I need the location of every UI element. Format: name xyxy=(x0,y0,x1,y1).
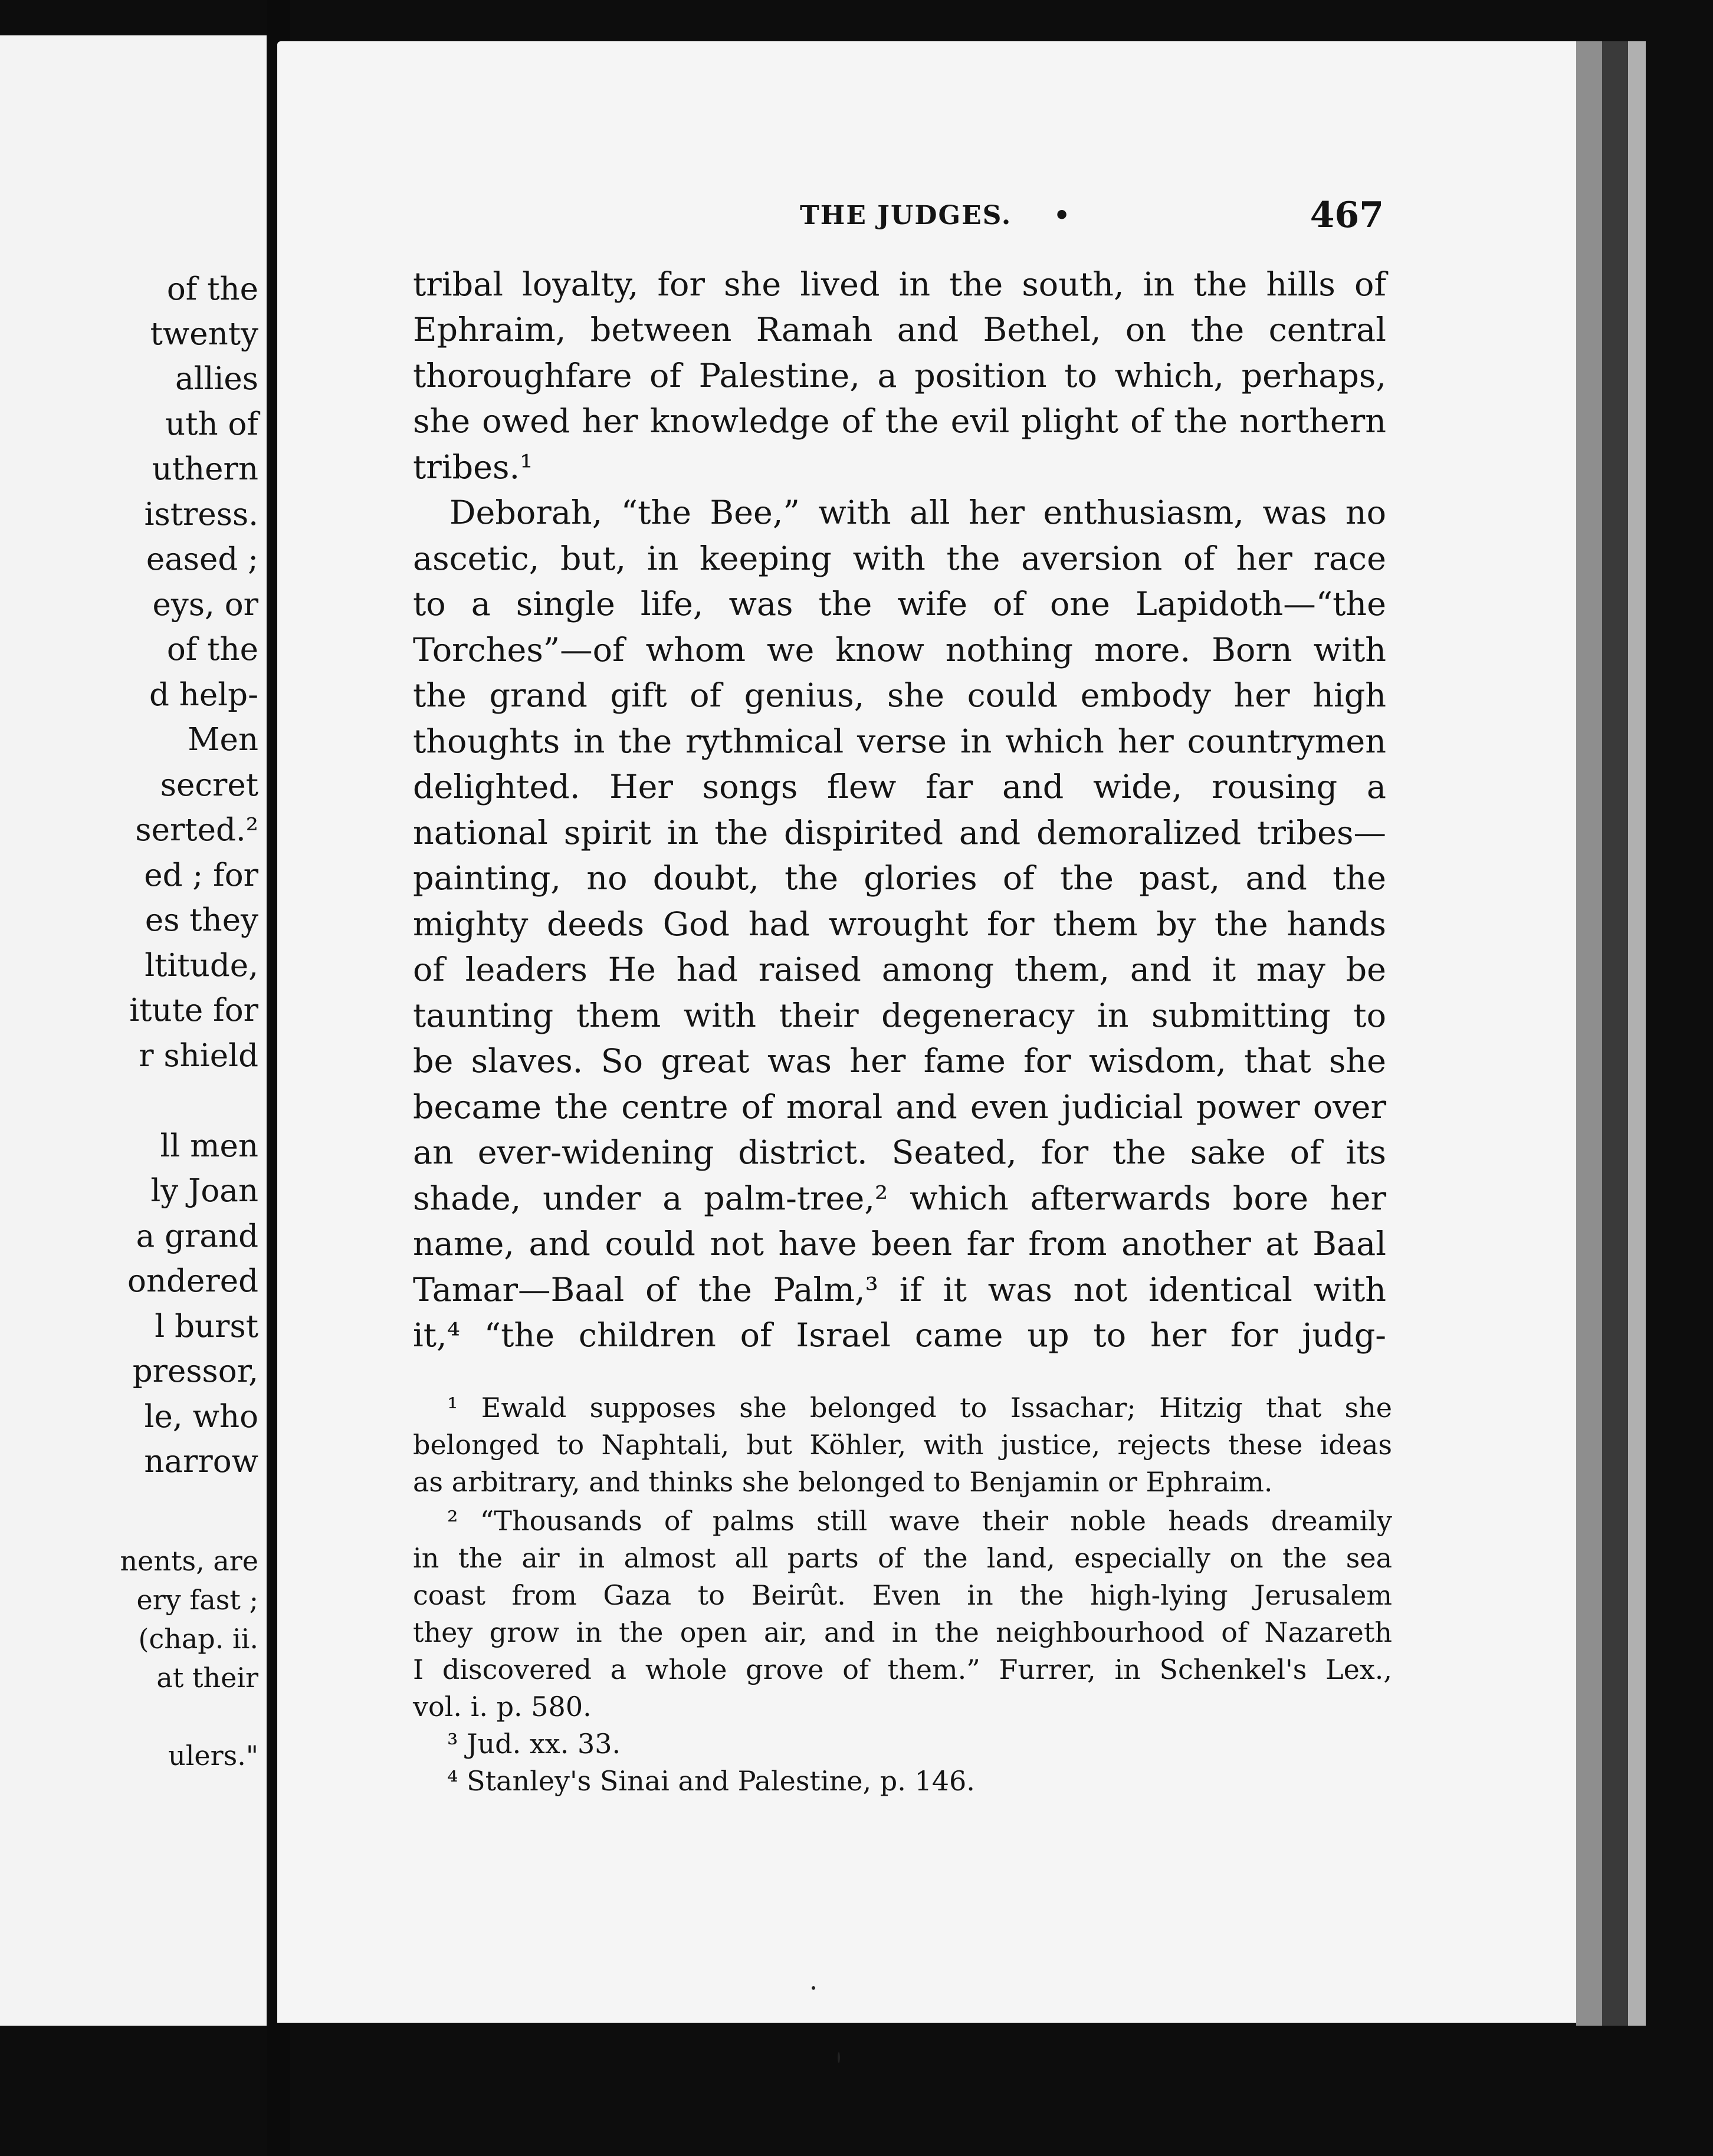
body-line: tribes.¹ xyxy=(413,448,533,487)
page-edge xyxy=(1576,41,1602,2026)
left-page-line: narrow xyxy=(144,1444,258,1480)
footnote-line: as arbitrary, and thinks she belonged to Benjamin or Ephraim. xyxy=(413,1466,1273,1498)
body-line: ascetic, but, in keeping with the aversion of her race xyxy=(413,540,1386,578)
footnote-line: I discovered a whole grove of them.” Furrer, in Schenkel's Lex., xyxy=(413,1654,1392,1685)
footnote-line: ² “Thousands of palms still wave their noble heads dreamily xyxy=(447,1505,1392,1537)
page-edge xyxy=(1602,41,1628,2026)
body-line: Deborah, “the Bee,” with all her enthusiasm, was no xyxy=(449,494,1386,532)
body-line: be slaves. So great was her fame for wisdom, that she xyxy=(413,1042,1386,1080)
left-page-line: itute for xyxy=(129,992,258,1028)
page-number: 467 xyxy=(1310,195,1384,236)
left-page-footnote-line: (chap. ii. xyxy=(138,1623,258,1655)
header-dot: • xyxy=(1054,201,1071,231)
left-page-line: es they xyxy=(145,902,258,938)
left-page-line: uth of xyxy=(165,406,258,442)
body-line: national spirit in the dispirited and demoralized tribes— xyxy=(413,814,1386,852)
left-page-line: twenty xyxy=(150,316,258,352)
body-line: became the centre of moral and even judicial power over xyxy=(413,1088,1386,1126)
footnote-line: they grow in the open air, and in the neighbourhood of Nazareth xyxy=(413,1616,1392,1648)
scan-speck xyxy=(838,2052,840,2063)
body-line: mighty deeds God had wrought for them by the hands xyxy=(413,905,1386,944)
left-page-line: ll men xyxy=(160,1128,258,1164)
left-page-line: of the xyxy=(166,632,258,668)
footnote-line: coast from Gaza to Beirût. Even in the high-lying Jerusalem xyxy=(413,1579,1392,1611)
body-line: it,⁴ “the children of Israel came up to her for judg- xyxy=(413,1316,1386,1355)
body-line: Torches”—of whom we know nothing more. Born with xyxy=(413,631,1386,669)
left-page-line: r shield xyxy=(139,1038,258,1074)
left-page-line: pressor, xyxy=(132,1353,258,1389)
footnote-line: in the air in almost all parts of the land, especially on the sea xyxy=(413,1542,1392,1574)
left-page-line: ondered xyxy=(127,1263,258,1299)
body-line: of leaders He had raised among them, and it may be xyxy=(413,951,1386,989)
left-page-line: serted.² xyxy=(135,812,258,848)
body-line: delighted. Her songs flew far and wide, rousing a xyxy=(413,768,1386,806)
left-page-line: le, who xyxy=(144,1399,258,1435)
body-line: she owed her knowledge of the evil plight of the northern xyxy=(413,402,1386,441)
left-page-line: eys, or xyxy=(152,587,258,623)
body-line: Ephraim, between Ramah and Bethel, on the central xyxy=(413,311,1386,349)
left-page-line: Men xyxy=(188,722,258,758)
left-page-line: a grand xyxy=(136,1218,258,1254)
left-page-fragment xyxy=(0,35,267,2026)
page-header xyxy=(800,195,1384,242)
footnote-line: ⁴ Stanley's Sinai and Palestine, p. 146. xyxy=(447,1765,975,1797)
footnote-line: ³ Jud. xx. 33. xyxy=(447,1728,621,1760)
body-line: tribal loyalty, for she lived in the south, in the hills of xyxy=(413,265,1386,304)
left-page-line: eased ; xyxy=(146,541,258,577)
left-page-footnote-line: ulers." xyxy=(168,1740,258,1772)
left-page-footnote-line: at their xyxy=(156,1662,258,1694)
scan-speck xyxy=(812,1986,815,1990)
body-line: name, and could not have been far from another at Baal xyxy=(413,1225,1386,1263)
left-page-line: allies xyxy=(175,361,258,397)
body-line: Tamar—Baal of the Palm,³ if it was not identical with xyxy=(413,1271,1386,1309)
left-page-line: ly Joan xyxy=(150,1173,258,1209)
page-edge xyxy=(1628,41,1646,2026)
left-page-line: ltitude, xyxy=(145,948,258,984)
left-page-footnote-line: nents, are xyxy=(120,1545,258,1577)
footnote-line: vol. i. p. 580. xyxy=(413,1691,592,1723)
footnote-line: ¹ Ewald supposes she belonged to Issachar; Hitzig that she xyxy=(447,1392,1392,1424)
left-page-line: l burst xyxy=(155,1309,258,1345)
body-line: shade, under a palm-tree,² which afterwards bore her xyxy=(413,1179,1386,1218)
left-page-line: d help- xyxy=(149,677,258,713)
left-page-line: ed ; for xyxy=(144,857,258,893)
footnote-line: belonged to Naphtali, but Köhler, with justice, rejects these ideas xyxy=(413,1429,1392,1461)
left-page-line: istress. xyxy=(144,497,258,533)
running-title: THE JUDGES. xyxy=(800,201,1012,231)
body-line: the grand gift of genius, she could embody her high xyxy=(413,676,1386,715)
left-page-line: secret xyxy=(160,767,258,803)
body-line: to a single life, was the wife of one Lapidoth—“the xyxy=(413,585,1386,623)
body-line: thoughts in the rythmical verse in which her countrymen xyxy=(413,722,1386,761)
left-page-line: uthern xyxy=(152,451,258,487)
body-line: thoroughfare of Palestine, a position to which, perhaps, xyxy=(413,357,1386,395)
left-page-line: of the xyxy=(166,271,258,307)
body-line: taunting them with their degeneracy in submitting to xyxy=(413,997,1386,1035)
body-line: painting, no doubt, the glories of the past, and the xyxy=(413,859,1386,898)
left-page-footnote-line: ery fast ; xyxy=(136,1584,258,1616)
body-line: an ever-widening district. Seated, for the sake of its xyxy=(413,1133,1386,1172)
